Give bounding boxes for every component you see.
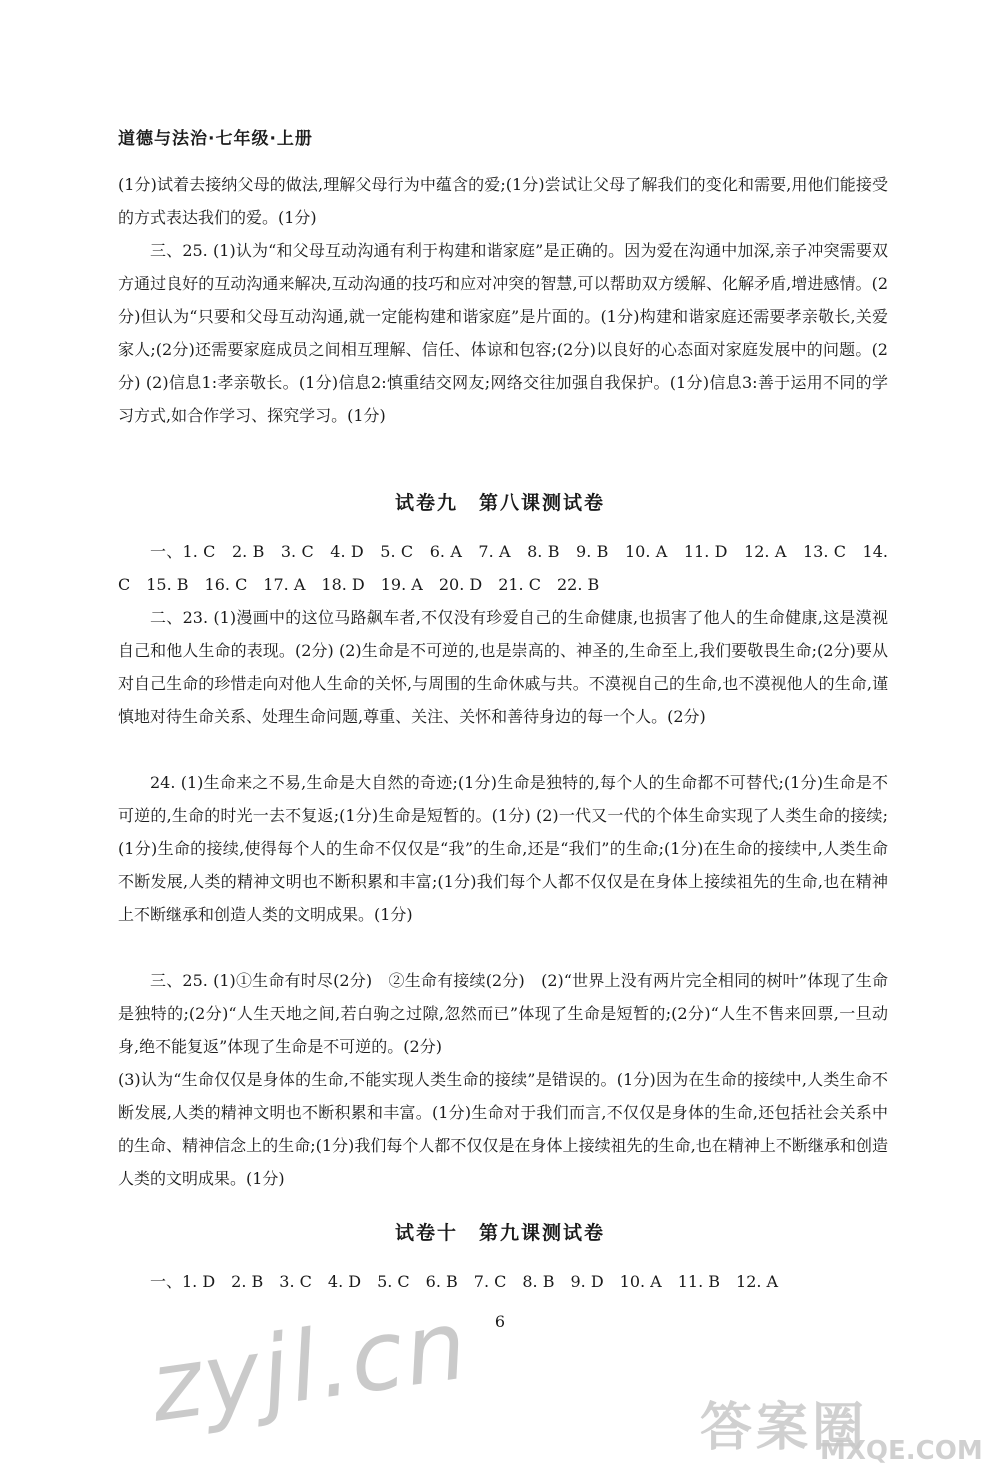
running-header: 道德与法治·七年级·上册 <box>118 129 313 149</box>
watermark-site-url: MXQE.COM <box>820 1436 983 1466</box>
section-9-answers-mc: 一、1. C 2. B 3. C 4. D 5. C 6. A 7. A 8. B 9. B 10. A 11. D 12. A 13. C 14. C 15. B 16. C 17. A 18. D 19. A 20. D 21. C 22. B <box>118 542 888 594</box>
watermark-logo-left: zyjl.cn <box>143 1288 475 1444</box>
section-9-q24: 24. (1)生命来之不易,生命是大自然的奇迹;(1分)生命是独特的,每个人的生命都不可替代;(1分)生命是不可逆的,生命的时光一去不复返;(1分)生命是短暂的。(1分) (2)一代又一代的个体生命实现了人类生命的接续;(1分)生命的接续,使得每个人的生命不仅仅是“我”的生命,还是“我们”的生命;(1分)在生命的接续中,人类生命不断发展,人类的精神文明也不断积累和丰富;(1分)我们每个人都不仅仅是在身体上接续祖先的生命,也在精神上不断继承和创造人类的文明成果。(1分) <box>118 773 888 924</box>
section-9-title: 试卷九 第八课测试卷 <box>394 492 605 514</box>
intro-paragraph-1: (1分)试着去接纳父母的做法,理解父母行为中蕴含的爱;(1分)尝试让父母了解我们的变化和需要,用他们能接受的方式表达我们的爱。(1分) <box>118 175 888 227</box>
watermark-logo-right: 答案圈 <box>700 1398 869 1458</box>
intro-paragraph-2: 三、25. (1)认为“和父母互动沟通有利于构建和谐家庭”是正确的。因为爱在沟通中加深,亲子冲突需要双方通过良好的互动沟通来解决,互动沟通的技巧和应对冲突的智慧,可以帮助双方缓解、化解矛盾,增进感情。(2分)但认为“只要和父母互动沟通,就一定能构建和谐家庭”是片面的。(1分)构建和谐家庭还需要孝亲敬长,关爱家人;(2分)还需要家庭成员之间相互理解、信任、体谅和包容;(2分)以良好的心态面对家庭发展中的问题。(2分) (2)信息1:孝亲敬长。(1分)信息2:慎重结交网友;网络交往加强自我保护。(1分)信息3:善于运用不同的学习方式,如合作学习、探究学习。(1分) <box>118 241 888 425</box>
section-9-q23: 二、23. (1)漫画中的这位马路飙车者,不仅没有珍爱自己的生命健康,也损害了他人的生命健康,这是漠视自己和他人生命的表现。(2分) (2)生命是不可逆的,也是崇高的、神圣的,生命至上,我们要敬畏生命;(2分)要从对自己生命的珍惜走向对他人生命的关怀,与周围的生命休戚与共。不漠视自己的生命,也不漠视他人的生命,谨慎地对待生命关系、处理生命问题,尊重、关注、关怀和善待身边的每一个人。(2分) <box>118 608 888 726</box>
section-9-q25: 三、25. (1)①生命有时尽(2分) ②生命有接续(2分) (2)“世界上没有两片完全相同的树叶”体现了生命是独特的;(2分)“人生天地之间,若白驹之过隙,忽然而已”体现了生命是短暂的;(2分)“人生不售来回票,一旦动身,绝不能复返”体现了生命是不可逆的。(2分) <box>118 971 888 1056</box>
section-10-answers-mc: 一、1. D 2. B 3. C 4. D 5. C 6. B 7. C 8. B 9. D 10. A 11. B 12. A <box>150 1272 779 1291</box>
section-10-title: 试卷十 第九课测试卷 <box>394 1222 605 1244</box>
page-number: 6 <box>494 1312 506 1331</box>
section-9-q25-part3: (3)认为“生命仅仅是身体的生命,不能实现人类生命的接续”是错误的。(1分)因为在生命的接续中,人类生命不断发展,人类的精神文明也不断积累和丰富。(1分)生命对于我们而言,不仅仅是身体的生命,还包括社会关系中的生命、精神信念上的生命;(1分)我们每个人都不仅仅是在身体上接续祖先的生命,也在精神上不断继承和创造人类的文明成果。(1分) <box>118 1070 888 1188</box>
